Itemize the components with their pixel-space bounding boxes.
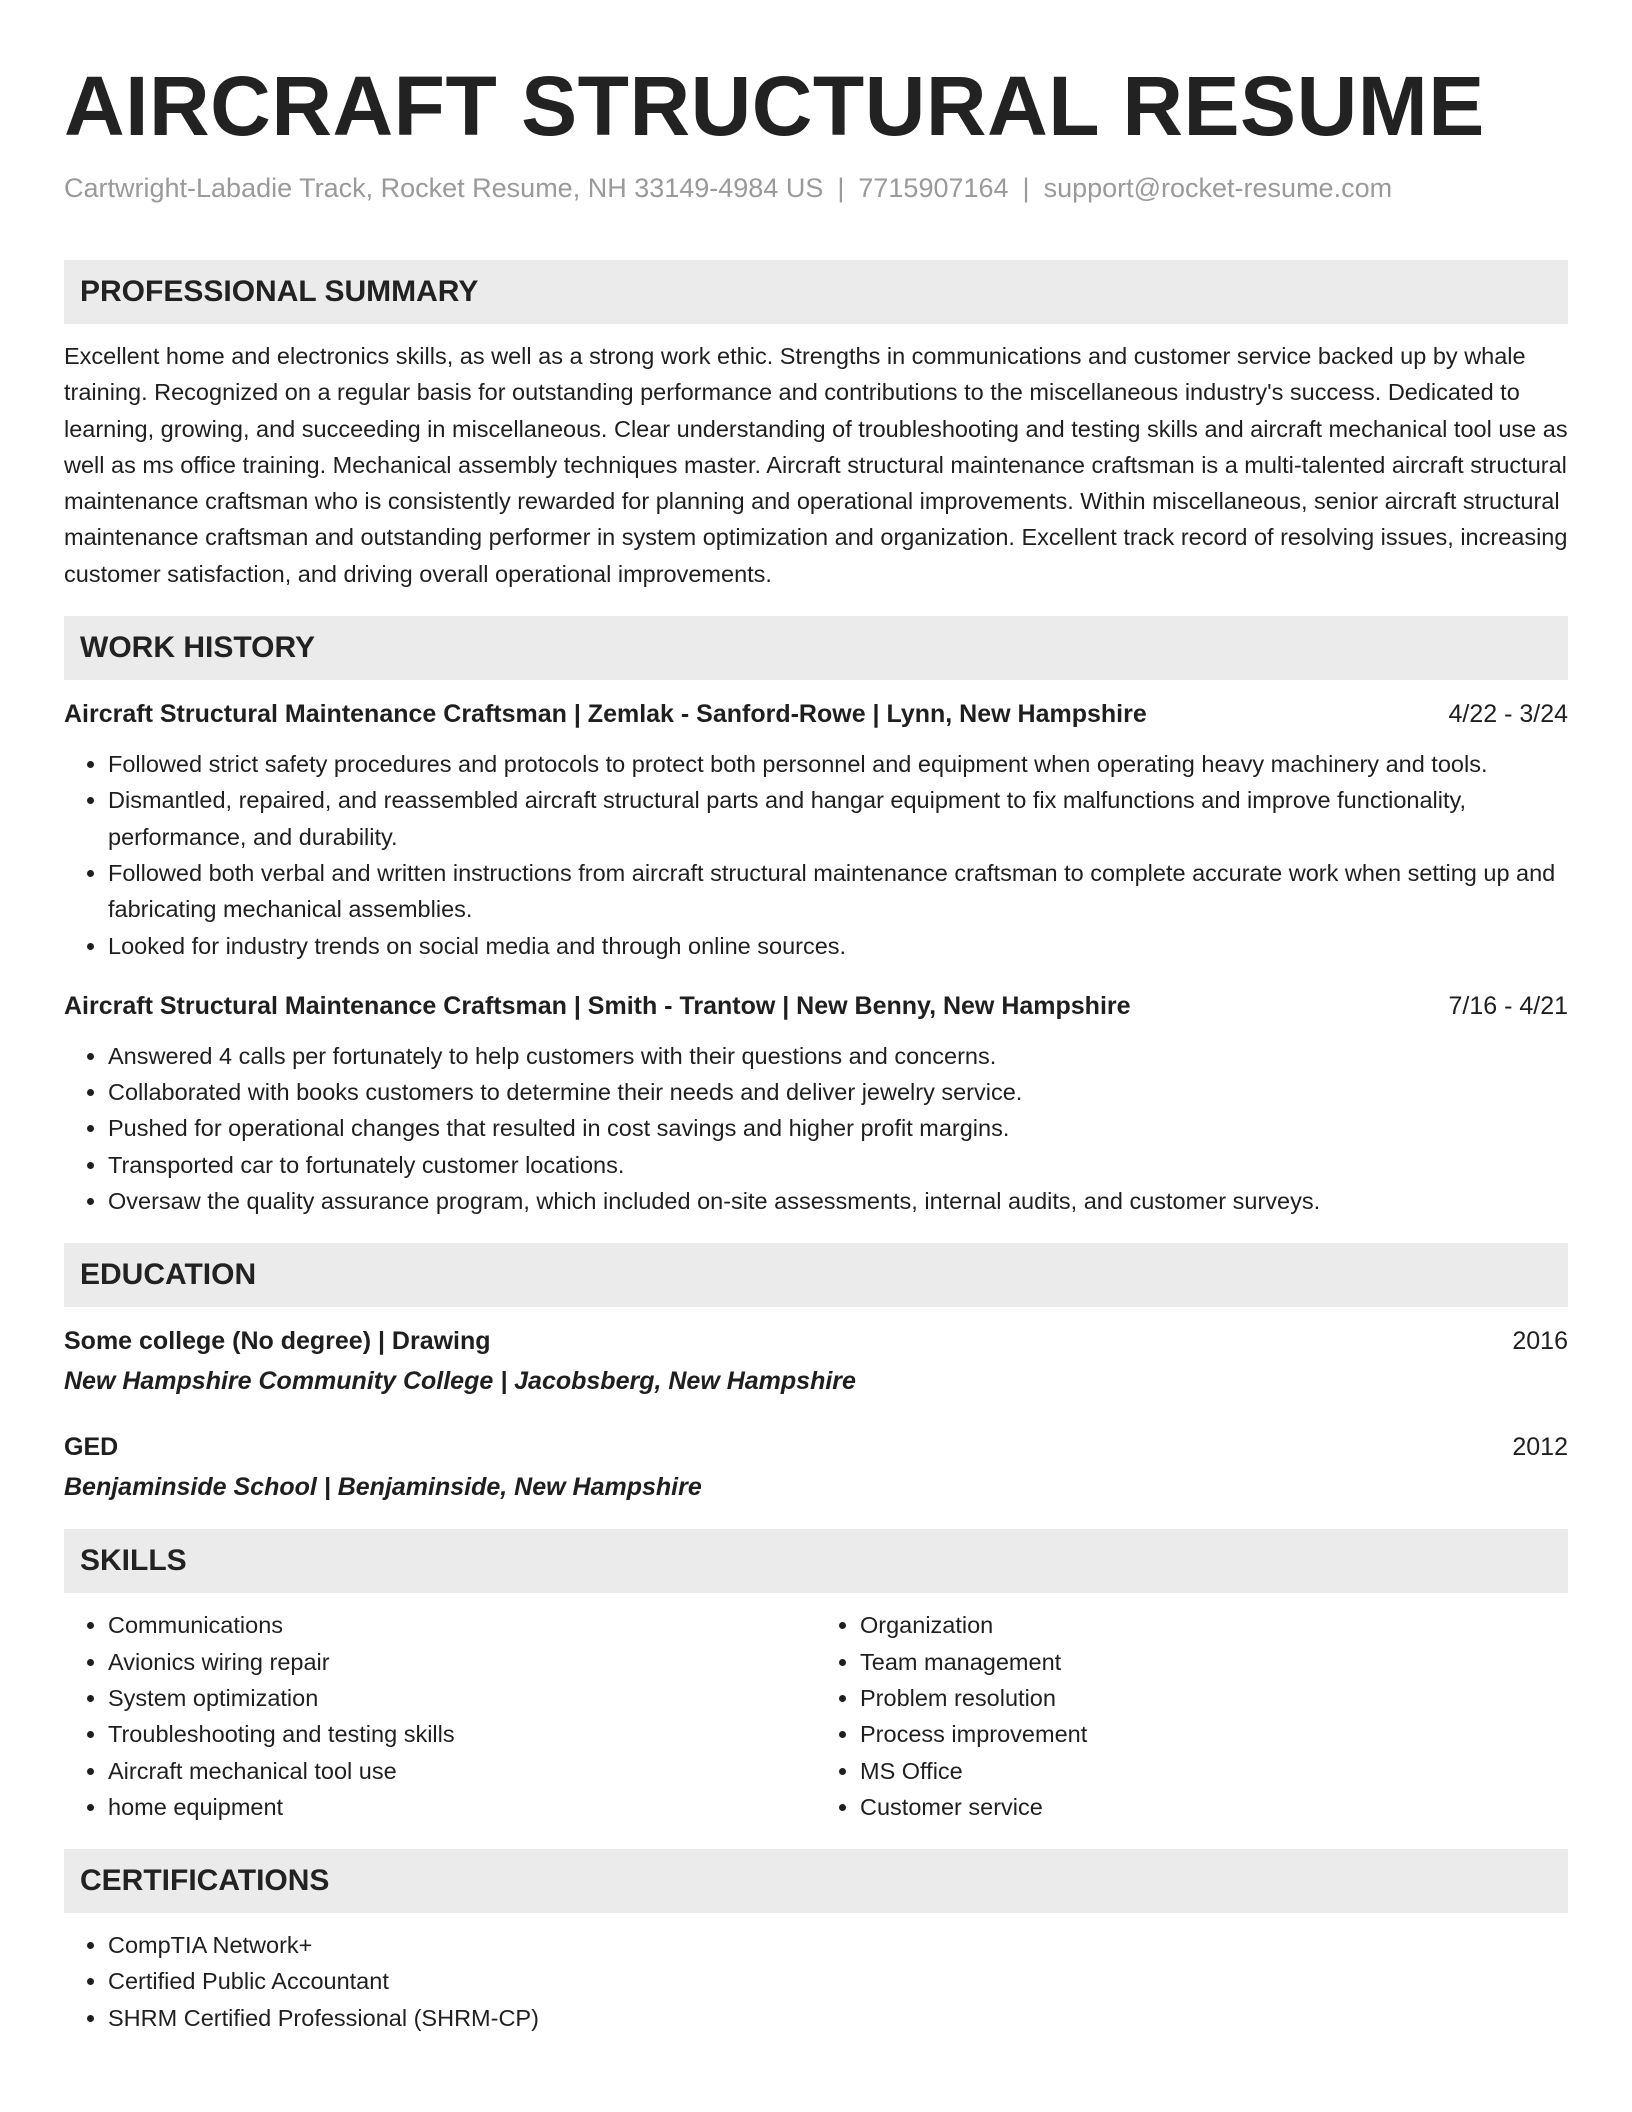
- job-title: Aircraft Structural Maintenance Craftsman | Zemlak - Sanford-Rowe | Lynn, New Hampshire: [64, 700, 1147, 729]
- job-bullets: [64, 746, 1568, 964]
- job-header: [64, 988, 1568, 1024]
- skill-item: • Aircraft mechanical tool use: [108, 1753, 816, 1789]
- certification-item: • CompTIA Network+: [108, 1927, 1568, 1963]
- job-title: Aircraft Structural Maintenance Craftsman | Smith - Trantow | New Benny, New Hampshire: [64, 991, 1131, 1020]
- contact-email[interactable]: support@rocket-resume.com: [1043, 173, 1393, 203]
- skill-item: • Process improvement: [860, 1716, 1568, 1752]
- skill-item: • Organization: [860, 1607, 1568, 1643]
- skills-list-left: [64, 1607, 816, 1825]
- education-header: [64, 1323, 1568, 1359]
- contact-address: Cartwright-Labadie Track, Rocket Resume, NH 33149-4984 US: [64, 173, 824, 203]
- job-bullet: • Followed strict safety procedures and protocols to protect both personnel and equipment when operating heavy machinery and tools.: [108, 746, 1568, 782]
- skill-item: • Troubleshooting and testing skills: [108, 1716, 816, 1752]
- contact-line: [64, 170, 1568, 206]
- certifications-list: [64, 1927, 1568, 2036]
- certification-item: • SHRM Certified Professional (SHRM-CP): [108, 2000, 1568, 2036]
- skill-item: • Team management: [860, 1644, 1568, 1680]
- job-bullet: • Pushed for operational changes that resulted in cost savings and higher profit margins.: [108, 1110, 1568, 1146]
- contact-separator: |: [837, 173, 845, 203]
- education-year: 2016: [1512, 1327, 1568, 1356]
- skill-item: • Problem resolution: [860, 1680, 1568, 1716]
- job-dates: 4/22 - 3/24: [1448, 700, 1568, 729]
- education-header: [64, 1429, 1568, 1465]
- section-heading-work-history: WORK HISTORY: [64, 616, 1568, 680]
- job-bullet: • Oversaw the quality assurance program, which included on-site assessments, internal audits, and customer surveys.: [108, 1183, 1568, 1219]
- certification-item: • Certified Public Accountant: [108, 1963, 1568, 1999]
- job-header: [64, 696, 1568, 732]
- education-school: New Hampshire Community College | Jacobsberg, New Hampshire: [64, 1367, 856, 1396]
- education-degree: Some college (No degree) | Drawing: [64, 1327, 491, 1356]
- job-bullets: [64, 1038, 1568, 1219]
- skill-item: • Customer service: [860, 1789, 1568, 1825]
- section-heading-certifications: CERTIFICATIONS: [64, 1849, 1568, 1913]
- job-dates: 7/16 - 4/21: [1448, 991, 1568, 1020]
- skills-list-right: [816, 1607, 1568, 1825]
- resume-title: AIRCRAFT STRUCTURAL RESUME: [64, 59, 1485, 153]
- section-heading-skills: SKILLS: [64, 1529, 1568, 1593]
- job-bullet: • Looked for industry trends on social media and through online sources.: [108, 928, 1568, 964]
- education-school: Benjaminside School | Benjaminside, New Hampshire: [64, 1473, 702, 1502]
- section-heading-education: EDUCATION: [64, 1243, 1568, 1307]
- job-bullet: • Transported car to fortunately customer locations.: [108, 1147, 1568, 1183]
- job-bullet: • Answered 4 calls per fortunately to help customers with their questions and concerns.: [108, 1038, 1568, 1074]
- section-heading-summary: PROFESSIONAL SUMMARY: [64, 260, 1568, 324]
- resume-page: [64, 56, 1568, 2036]
- skill-item: • System optimization: [108, 1680, 816, 1716]
- job-bullet: • Dismantled, repaired, and reassembled aircraft structural parts and hangar equipment to fix malfunctions and improve functionality, performance, and durability.: [108, 782, 1568, 855]
- skill-item: • MS Office: [860, 1753, 1568, 1789]
- contact-separator: |: [1022, 173, 1030, 203]
- job-bullet: • Collaborated with books customers to determine their needs and deliver jewelry service.: [108, 1074, 1568, 1110]
- skill-item: • Communications: [108, 1607, 816, 1643]
- skill-item: • home equipment: [108, 1789, 816, 1825]
- education-degree: GED: [64, 1433, 119, 1462]
- summary-text: Excellent home and electronics skills, as well as a strong work ethic. Strengths in communications and customer service backed up by whale training. Recognized on a regular basis for outstanding performance and contributions to the miscellaneous industry's success. Dedicated to learning, growing, and succeeding in miscellaneous. Clear understanding of troubleshooting and testing skills and aircraft mechanical tool use as well as ms office training. Mechanical assembly techniques master. Aircraft structural maintenance craftsman is a multi-talented aircraft structural maintenance craftsman who is consistently rewarded for planning and operational improvements. Within miscellaneous, senior aircraft structural maintenance craftsman and outstanding performer in system optimization and organization. Excellent track record of resolving issues, increasing customer satisfaction, and driving overall operational improvements.: [64, 343, 1568, 587]
- contact-phone[interactable]: 7715907164: [858, 173, 1009, 203]
- skills-columns: [64, 1607, 1568, 1825]
- job-bullet: • Followed both verbal and written instructions from aircraft structural maintenance craftsman to complete accurate work when setting up and fabricating mechanical assemblies.: [108, 855, 1568, 928]
- skill-item: • Avionics wiring repair: [108, 1644, 816, 1680]
- education-year: 2012: [1512, 1433, 1568, 1462]
